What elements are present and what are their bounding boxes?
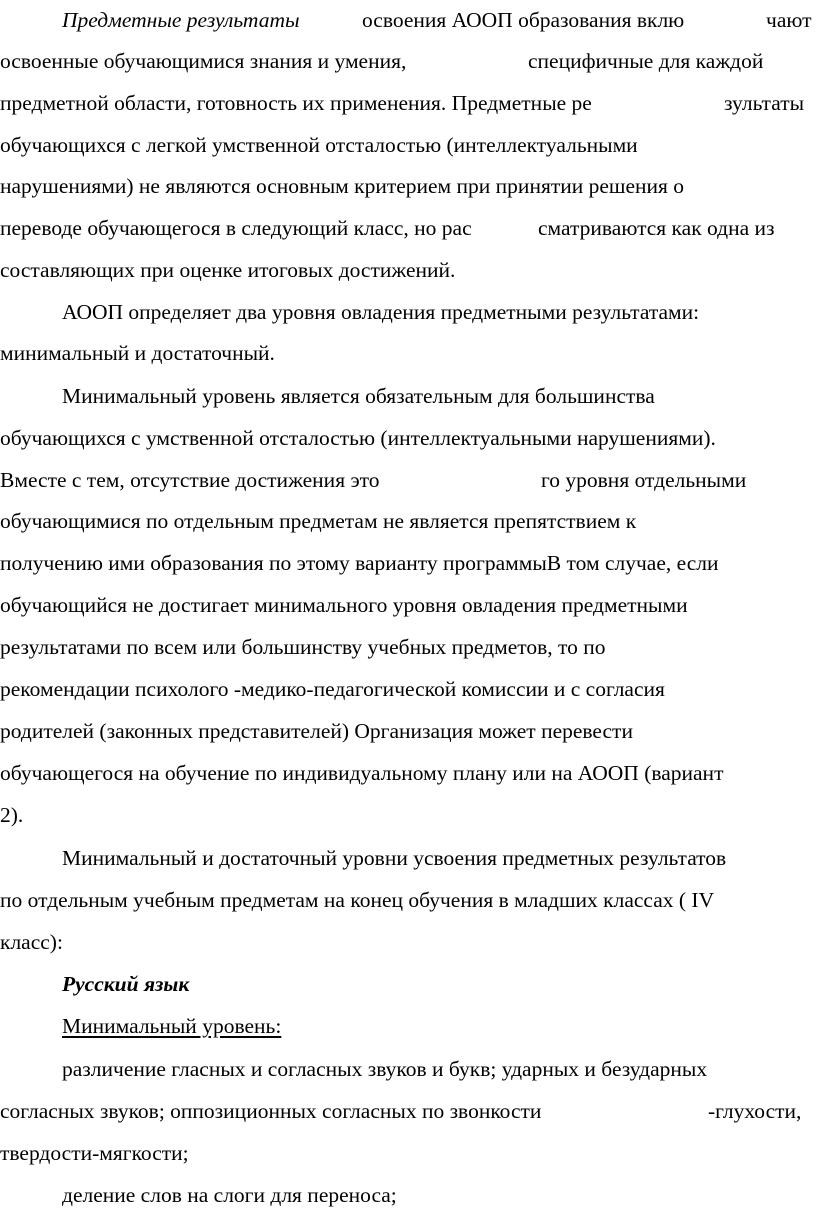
paragraph-3-line-3: Вместе с тем, отсутствие достижения это [0, 468, 380, 492]
paragraph-1-line-6: переводе обучающегося в следующий класс, но рас [0, 216, 472, 240]
paragraph-3-line-1: Минимальный уровень является обязательным для большинства [62, 384, 655, 408]
paragraph-1-line-1-tail: чают [766, 8, 812, 32]
item-1-line-1: различение гласных и согласных звуков и букв; ударных и безударных [62, 1057, 708, 1081]
paragraph-1-line-3: предметной области, готовность их применения. Предметные ре [0, 91, 592, 115]
paragraph-3-line-2: обучающихся с умственной отсталостью (интеллектуальными нарушениями). [0, 426, 716, 450]
paragraph-1-line-1: освоения АООП образования вклю [362, 8, 685, 32]
level-heading: Минимальный уровень: [62, 1014, 282, 1038]
paragraph-3-line-9: родителей (законных представителей) Организация может перевести [0, 719, 633, 743]
paragraph-1-line-7: составляющих при оценке итоговых достижений. [0, 258, 456, 282]
paragraph-1-line-2-tail: специфичные для каждой [528, 49, 764, 73]
paragraph-2-line-2: минимальный и достаточный. [0, 341, 275, 365]
subject-heading: Русский язык [62, 972, 190, 996]
paragraph-1-line-5: нарушениями) не являются основным критерием при принятии решения о [0, 174, 685, 198]
paragraph-4-line-2: по отдельным учебным предметам на конец обучения в младших классах ( IV [0, 888, 715, 912]
paragraph-3-line-6: обучающийся не достигает минимального уровня овладения предметными [0, 593, 688, 617]
item-1-line-2: согласных звуков; оппозиционных согласных по звонкости [0, 1099, 542, 1123]
paragraph-3-line-4: обучающимися по отдельным предметам не является препятствием к [0, 509, 637, 533]
paragraph-1-line-4: обучающихся с легкой умственной отсталостью (интеллектуальными [0, 133, 638, 157]
paragraph-3-line-11: 2). [0, 803, 24, 827]
paragraph-3-line-8: рекомендации психолого -медико-педагогической комиссии и с согласия [0, 677, 665, 701]
paragraph-4-line-3: класс): [0, 930, 63, 954]
paragraph-2-line-1: АООП определяет два уровня овладения предметными результатами: [62, 300, 700, 324]
paragraph-3-line-5: получению ими образования по этому варианту программыВ том случае, если [0, 551, 719, 575]
paragraph-3-line-10: обучающегося на обучение по индивидуальному плану или на АООП (вариант [0, 761, 724, 785]
paragraph-1-line-6-tail: сматриваются как одна из [538, 216, 775, 240]
item-1-line-3: твердости-мягкости; [0, 1141, 189, 1165]
item-2-line-1: деление слов на слоги для переноса; [62, 1183, 397, 1207]
paragraph-4-line-1: Минимальный и достаточный уровни усвоения предметных результатов [62, 846, 727, 870]
paragraph-1-line-3-tail: зультаты [724, 91, 805, 115]
item-1-line-2-tail: -глухости, [708, 1099, 802, 1123]
paragraph-3-line-3-tail: го уровня отдельными [541, 468, 747, 492]
paragraph-3-line-7: результатами по всем или большинству учебных предметов, то по [0, 635, 606, 659]
paragraph-1-line-2: освоенные обучающимися знания и умения, [0, 49, 407, 73]
paragraph-1-lead: Предметные результаты [62, 8, 300, 32]
